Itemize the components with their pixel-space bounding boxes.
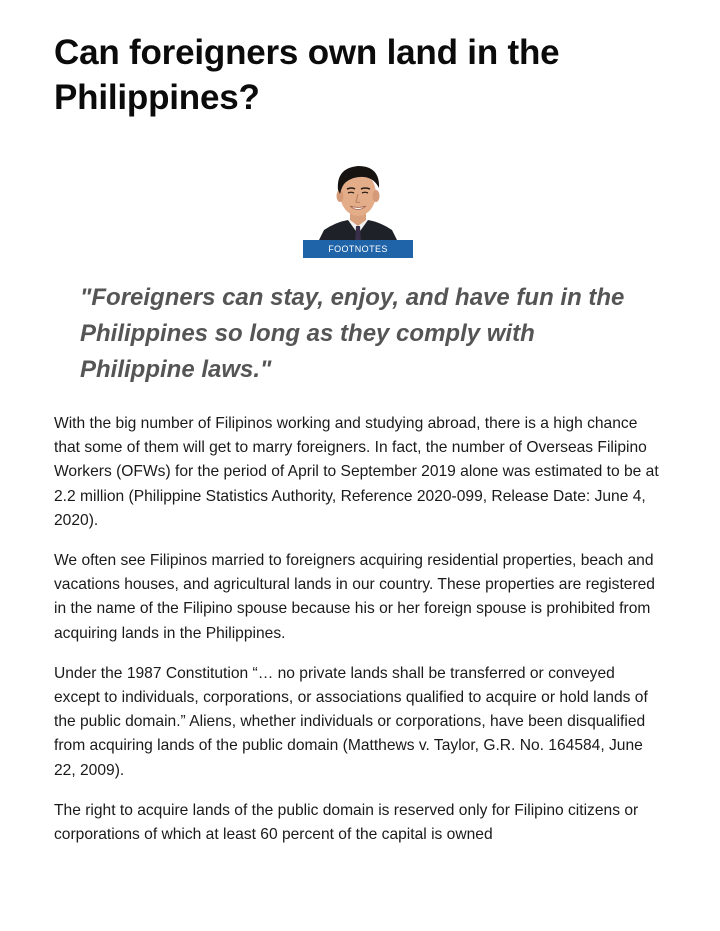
body-paragraph: Under the 1987 Constitution “… no private lands shall be transferred or conveyed except to individuals, corporations, or associations qualified to acquire or hold lands of the public domain.” Aliens, whether individuals or corporations, have been disqualified from acquiring lands of the public domain (Matthews v. Taylor, G.R. No. 164584, June 22, 2009). [54,664,648,779]
footnotes-badge: FOOTNOTES [303,240,413,258]
body-paragraph: With the big number of Filipinos working and studying abroad, there is a high chance that some of them will get to marry foreigners. In fact, the number of Overseas Filipino Workers (OFWs) for the period of April to September 2019 alone was estimated to be at 2.2 million (Philippine Statistics Authority, Reference 2020-099, Release Date: June 4, 2020). [54,415,659,529]
body-paragraph: The right to acquire lands of the public domain is reserved only for Filipino citizens or corporations of which at least 60 percent of the capital is owned [54,801,639,844]
author-portrait [312,154,404,246]
body-paragraph: We often see Filipinos married to foreigners acquiring residential properties, beach and vacations houses, and agricultural lands in our country. These properties are registered in the name of the Filipino spouse because his or her foreign spouse is prohibited from acquiring lands in the Philippines. [54,552,655,642]
author-block [303,154,413,258]
pull-quote: "Foreigners can stay, enjoy, and have fun in the Philippines so long as they comply with Philippine laws." [80,284,625,383]
article-body [54,412,662,847]
article-title: Can foreigners own land in the Philippines? [54,33,560,117]
